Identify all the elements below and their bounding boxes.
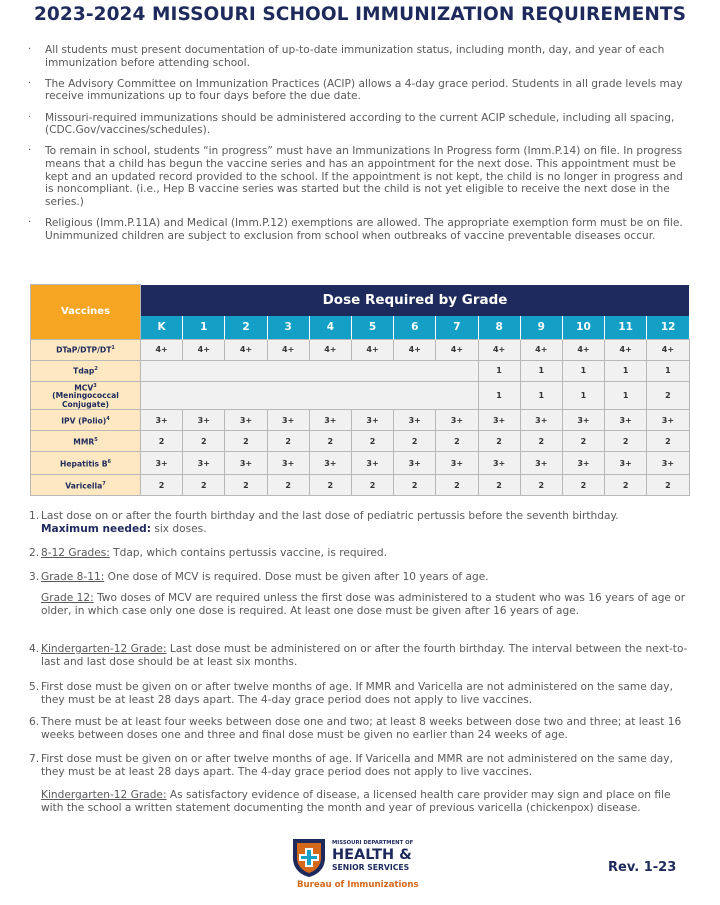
footnote-label: Grade 8-11: xyxy=(41,571,105,583)
dose-cell: 3+ xyxy=(562,410,604,431)
grade-header-cell: 5 xyxy=(351,316,393,340)
dose-cell: 4+ xyxy=(141,339,183,360)
grade-header-cell: 7 xyxy=(436,316,478,340)
grade-header-cell: 12 xyxy=(647,316,689,340)
dose-cell: 2 xyxy=(183,431,225,452)
dose-cell: 3+ xyxy=(225,410,267,431)
grade-header-cell: 2 xyxy=(225,316,267,340)
vaccines-header: Vaccines xyxy=(31,285,141,340)
dose-cell: 3+ xyxy=(562,452,604,475)
footnote-ref: 3 xyxy=(93,382,97,389)
vaccine-name-detail: (Meningococcal Conjugate) xyxy=(52,391,119,409)
dose-cell: 2 xyxy=(436,431,478,452)
logo-health-text: HEALTH & xyxy=(332,847,412,863)
dose-cell: 4+ xyxy=(562,339,604,360)
footnote-text: Tdap, which contains pertussis vaccine, is required. xyxy=(109,547,388,559)
dose-cell: 2 xyxy=(309,431,351,452)
dose-cell: 2 xyxy=(647,431,689,452)
vaccine-name xyxy=(31,339,141,360)
bullet-dot-icon: · xyxy=(28,216,32,228)
dose-cell: 4+ xyxy=(605,339,647,360)
bullet-item xyxy=(24,78,694,103)
footnote-number: 7. xyxy=(29,753,40,765)
footnote-label: Maximum needed: xyxy=(41,522,151,535)
vaccine-name-text: Varicella xyxy=(65,481,103,491)
dose-cell: 4+ xyxy=(309,339,351,360)
dose-cell: 3+ xyxy=(183,452,225,475)
vaccine-row xyxy=(31,475,690,496)
immunization-table xyxy=(30,284,690,496)
bullet-text: To remain in school, students “in progress” must have an Immunizations In Progress form (Imm.P.14) on file. In progress means that a child has begun the vaccine series and has an appointment for the next dose. This appointment must be kept and an updated record provided to the school. If the appointment is not kept, the child is no longer in progress and is noncompliant. (i.e., Hep B vaccine series was started but the child is not yet eligible to receive the next dose in the series.) xyxy=(45,145,683,208)
footnote-1 xyxy=(29,510,689,536)
footnote-ref: 4 xyxy=(106,415,110,422)
dose-cell: 2 xyxy=(605,431,647,452)
footnote-text: First dose must be given on or after twelve months of age. If Varicella and MMR are not administered on the same day, they must be at least 28 days apart. The 4-day grace period does not apply to live vaccines. xyxy=(41,753,673,778)
vaccine-name xyxy=(31,381,141,410)
footnote-number: 3. xyxy=(29,571,40,583)
bullet-item xyxy=(24,145,694,208)
footnote-ref: 5 xyxy=(94,436,98,443)
dose-cell: 3+ xyxy=(436,452,478,475)
dose-cell: 4+ xyxy=(394,339,436,360)
footnote-number: 2. xyxy=(29,547,40,559)
footnote-ref: 2 xyxy=(94,366,98,373)
vaccine-name-text: MMR xyxy=(73,437,95,447)
dose-cell: 2 xyxy=(267,475,309,496)
dose-cell: 3+ xyxy=(436,410,478,431)
revision-label: Rev. 1-23 xyxy=(608,860,677,875)
logo-senior-text: SENIOR SERVICES xyxy=(332,863,410,872)
vaccine-name xyxy=(31,475,141,496)
vaccine-rows xyxy=(31,339,690,496)
grade-header-cell: K xyxy=(141,316,183,340)
not-required-cells xyxy=(141,360,479,381)
footnote-ref: 7 xyxy=(102,480,106,487)
dose-cell: 1 xyxy=(520,381,562,410)
dose-cell: 4+ xyxy=(351,339,393,360)
grade-header-cell: 8 xyxy=(478,316,520,340)
dose-cell: 2 xyxy=(394,431,436,452)
dose-cell: 4+ xyxy=(183,339,225,360)
dose-cell: 2 xyxy=(478,431,520,452)
dose-cell: 2 xyxy=(520,475,562,496)
bullet-list xyxy=(24,44,694,251)
dose-cell: 2 xyxy=(267,431,309,452)
footnote-text: One dose of MCV is required. Dose must be given after 10 years of age. xyxy=(104,571,489,583)
footnote-label: Grade 12: xyxy=(41,592,94,604)
dose-cell: 2 xyxy=(436,475,478,496)
vaccine-name-text: MCV xyxy=(74,383,94,393)
dose-cell: 1 xyxy=(562,360,604,381)
dose-cell: 2 xyxy=(562,475,604,496)
dose-cell: 2 xyxy=(225,431,267,452)
dose-cell: 3+ xyxy=(394,410,436,431)
vaccine-row xyxy=(31,452,690,475)
footnote-7-kindergarten xyxy=(29,789,689,815)
dose-cell: 2 xyxy=(647,475,689,496)
dose-cell: 2 xyxy=(351,475,393,496)
grade-header-cell: 1 xyxy=(183,316,225,340)
dose-cell: 1 xyxy=(605,381,647,410)
dose-cell: 2 xyxy=(351,431,393,452)
dose-required-header: Dose Required by Grade xyxy=(141,285,690,316)
dose-cell: 2 xyxy=(562,431,604,452)
grade-header-cell: 9 xyxy=(520,316,562,340)
dose-cell: 3+ xyxy=(520,452,562,475)
dose-cell: 3+ xyxy=(605,452,647,475)
grade-header-cell: 3 xyxy=(267,316,309,340)
dose-cell: 4+ xyxy=(225,339,267,360)
dose-cell: 2 xyxy=(605,475,647,496)
dose-cell: 2 xyxy=(647,381,689,410)
vaccine-name-text: IPV (Polio) xyxy=(61,416,107,426)
vaccine-name xyxy=(31,360,141,381)
grade-header-cell: 6 xyxy=(394,316,436,340)
footnote-ref: 1 xyxy=(111,345,115,352)
footnote-4 xyxy=(29,643,689,669)
footnote-3 xyxy=(29,571,689,584)
logo-bureau-text: Bureau of Immunizations xyxy=(297,880,419,890)
dose-cell: 4+ xyxy=(267,339,309,360)
dhss-logo xyxy=(291,834,436,896)
dose-cell: 3+ xyxy=(478,410,520,431)
dose-cell: 1 xyxy=(478,360,520,381)
footnote-number: 4. xyxy=(29,643,40,655)
footnote-text: six doses. xyxy=(150,522,207,535)
dose-cell: 3+ xyxy=(225,452,267,475)
footnote-number: 5. xyxy=(29,681,40,693)
footnote-text: First dose must be given on or after twelve months of age. If MMR and Varicella are not administered on the same day, they must be at least 28 days apart. The 4-day grace period does not apply to live vaccines. xyxy=(41,681,673,706)
dose-cell: 3+ xyxy=(309,452,351,475)
footnote-label: Kindergarten-12 Grade: xyxy=(41,643,167,655)
vaccine-row xyxy=(31,431,690,452)
dose-cell: 3+ xyxy=(267,452,309,475)
vaccine-name xyxy=(31,452,141,475)
footnote-number: 6. xyxy=(29,716,40,728)
dose-cell: 2 xyxy=(141,431,183,452)
footnote-text: Two doses of MCV are required unless the first dose was administered to a student who was 16 years of age or older, in which case only one dose is required. At least one dose must be given after 16 years of age. xyxy=(41,592,686,617)
dose-cell: 2 xyxy=(520,431,562,452)
bullet-text: Missouri-required immunizations should be administered according to the current ACIP schedule, including all spacing, (CDC.Gov/vaccines/schedules). xyxy=(45,111,675,137)
not-required-cells xyxy=(141,381,479,410)
vaccine-row xyxy=(31,410,690,431)
footnote-number: 1. xyxy=(29,510,40,522)
footnote-6 xyxy=(29,716,689,742)
footnote-text: Last dose must be administered on or after the fourth birthday. The interval between the next-to-last and last dose should be at least six months. xyxy=(41,643,688,668)
footnote-7 xyxy=(29,753,689,779)
vaccine-name-text: Tdap xyxy=(73,366,95,376)
bullet-text: Religious (Imm.P.11A) and Medical (Imm.P.12) exemptions are allowed. The appropriate exemption form must be on file. Unimmunized children are subject to exclusion from school when outbreaks of vaccine preventable diseases occur. xyxy=(45,216,683,242)
footnote-5 xyxy=(29,681,689,707)
logo-department-text: MISSOURI DEPARTMENT OF xyxy=(332,840,414,846)
dose-cell: 2 xyxy=(225,475,267,496)
vaccine-name xyxy=(31,431,141,452)
dose-cell: 3+ xyxy=(309,410,351,431)
dose-cell: 3+ xyxy=(351,410,393,431)
dose-cell: 3+ xyxy=(351,452,393,475)
grade-header-cell: 10 xyxy=(562,316,604,340)
footnote-3-grade-12 xyxy=(29,592,689,618)
dose-cell: 3+ xyxy=(647,452,689,475)
dose-cell: 3+ xyxy=(267,410,309,431)
bullet-item xyxy=(24,44,694,69)
dose-cell: 3+ xyxy=(183,410,225,431)
dose-cell: 2 xyxy=(309,475,351,496)
vaccine-row xyxy=(31,339,690,360)
dose-cell: 3+ xyxy=(394,452,436,475)
dose-cell: 2 xyxy=(183,475,225,496)
bullet-item xyxy=(24,112,694,137)
dose-cell: 1 xyxy=(647,360,689,381)
footnote-2 xyxy=(29,547,689,560)
dose-cell: 4+ xyxy=(520,339,562,360)
dose-cell: 4+ xyxy=(436,339,478,360)
dose-cell: 3+ xyxy=(520,410,562,431)
dose-cell: 2 xyxy=(394,475,436,496)
bullet-item xyxy=(24,217,694,242)
dose-cell: 2 xyxy=(478,475,520,496)
footnote-ref: 6 xyxy=(107,458,111,465)
vaccine-name-text: DTaP/DTP/DT xyxy=(56,345,112,355)
dose-cell: 1 xyxy=(520,360,562,381)
bullet-text: The Advisory Committee on Immunization Practices (ACIP) allows a 4-day grace period. Students in all grade levels may receive immunizations up to four days before the due date. xyxy=(45,77,683,103)
bullet-dot-icon: · xyxy=(28,111,32,123)
footnote-text: As satisfactory evidence of disease, a licensed health care provider may sign and place on file with the school a written statement documenting the month and year of previous varicella (chickenpox) disease. xyxy=(41,789,671,814)
footnote-text: Last dose on or after the fourth birthday and the last dose of pediatric pertussis before the seventh birthday. xyxy=(41,510,619,522)
dose-cell: 2 xyxy=(141,475,183,496)
dose-cell: 3+ xyxy=(141,410,183,431)
bullet-dot-icon: · xyxy=(28,145,32,157)
shield-icon xyxy=(291,836,327,878)
bullet-text: All students must present documentation of up-to-date immunization status, including month, day, and year of each immunization before attending school. xyxy=(45,44,665,69)
vaccine-row xyxy=(31,360,690,381)
dose-cell: 3+ xyxy=(647,410,689,431)
page-title: 2023-2024 MISSOURI SCHOOL IMMUNIZATION REQUIREMENTS xyxy=(33,4,687,25)
vaccine-name-text: Hepatitis B xyxy=(60,459,108,469)
footnote-label: 8-12 Grades: xyxy=(41,547,110,559)
grade-header-cell: 11 xyxy=(605,316,647,340)
footnote-label: Kindergarten-12 Grade: xyxy=(41,789,167,801)
dose-cell: 1 xyxy=(562,381,604,410)
grade-header-cell: 4 xyxy=(309,316,351,340)
dose-cell: 1 xyxy=(478,381,520,410)
dose-cell: 4+ xyxy=(647,339,689,360)
dose-cell: 3+ xyxy=(141,452,183,475)
bullet-dot-icon: · xyxy=(28,77,32,89)
dose-cell: 3+ xyxy=(605,410,647,431)
vaccine-row xyxy=(31,381,690,410)
bullet-dot-icon: · xyxy=(28,44,32,55)
dose-cell: 1 xyxy=(605,360,647,381)
footnote-text: There must be at least four weeks between dose one and two; at least 8 weeks between dose two and three; at least 16 weeks between doses one and three and final dose must be given no earlier than 24 weeks of age. xyxy=(41,716,682,741)
dose-cell: 4+ xyxy=(478,339,520,360)
vaccine-name xyxy=(31,410,141,431)
dose-cell: 3+ xyxy=(478,452,520,475)
